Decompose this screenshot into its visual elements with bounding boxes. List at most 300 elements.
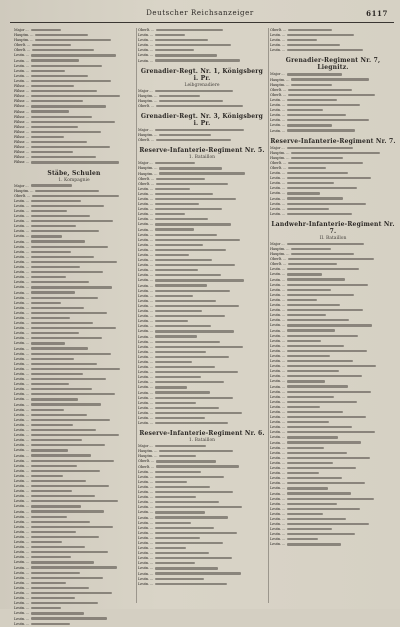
roster-entry-text: Leutn. ...	[14, 458, 30, 463]
roster-entry-text: Leutn. ...	[138, 314, 154, 319]
roster-entry-text: Leutn. ...	[14, 315, 30, 320]
print-filler	[155, 371, 238, 373]
roster-entry-text: Leutn. ...	[14, 209, 30, 213]
roster-entry-text: Leutn. ...	[270, 308, 286, 313]
print-filler	[287, 513, 323, 515]
print-filler	[31, 572, 80, 574]
roster-entry-text: Leutn. ...	[138, 207, 154, 212]
roster-entry-text: Leutn. ...	[138, 416, 154, 420]
print-filler	[31, 80, 111, 82]
roster-entry-text: Oberlt. ...	[270, 160, 287, 165]
roster-entry-text: Oberlt. ...	[270, 92, 287, 97]
roster-entry-text: Leutn. ...	[138, 258, 154, 263]
print-filler	[31, 526, 113, 528]
roster-entry-text: Leutn. ...	[138, 490, 154, 495]
roster-entry-text: Leutn. ...	[138, 479, 154, 484]
roster-entry-text: Leutn. ...	[270, 343, 286, 348]
print-filler	[287, 391, 371, 393]
roster-entry-text: Leutn. ...	[270, 420, 286, 425]
roster-entry-text: Leutn. ...	[14, 606, 30, 611]
roster-entry-text: Leutn. ...	[270, 176, 286, 181]
print-filler	[287, 44, 340, 46]
print-filler	[288, 167, 326, 169]
print-filler	[31, 85, 74, 87]
roster-entry-text: Leutn. ...	[138, 196, 154, 201]
print-filler	[31, 161, 119, 163]
roster-entry-text: Leutn. ...	[138, 581, 154, 586]
print-filler	[31, 444, 105, 446]
print-filler	[31, 490, 72, 492]
roster-entry-text: Leutn. ...	[138, 571, 154, 576]
roster-entry-text: Leutn. ...	[14, 484, 30, 489]
roster-entry-text: Leutn. ...	[270, 527, 286, 532]
print-filler	[31, 126, 78, 128]
print-filler	[287, 49, 363, 51]
print-filler	[31, 322, 93, 324]
section-block	[14, 28, 134, 166]
roster-entry-text: Major ...	[270, 72, 285, 77]
roster-entry-text: Leutn. ...	[138, 217, 154, 222]
section-subheading: Leibgrenadiere	[184, 82, 220, 88]
print-filler	[287, 340, 321, 342]
roster-entry-text: Leutn. ...	[138, 186, 154, 191]
roster-entry-text: Leutn. ...	[14, 438, 30, 443]
print-filler	[159, 100, 223, 102]
roster-entry-text: Major ...	[138, 161, 153, 166]
print-filler	[31, 566, 117, 568]
roster-entry-text: Leutn. ...	[14, 392, 30, 397]
roster-entry-text: Leutn. ...	[14, 611, 30, 616]
print-filler	[155, 381, 224, 383]
roster-entry-text: Leutn. ...	[138, 48, 154, 53]
print-filler	[31, 29, 61, 31]
roster-entry-text: Fähnr. ...	[14, 99, 30, 104]
roster-entry-text: Major ...	[270, 241, 285, 246]
roster-entry-text: Major ...	[138, 444, 153, 449]
roster-entry-text: Leutn. ...	[270, 318, 286, 323]
print-filler	[155, 264, 235, 266]
print-filler	[155, 300, 216, 302]
print-filler	[31, 419, 110, 421]
roster-entry-text: Leutn. ...	[14, 331, 30, 336]
print-filler	[31, 100, 83, 102]
roster-entry-text: Oberlt. ...	[14, 43, 31, 48]
roster-entry	[14, 566, 134, 571]
print-filler	[287, 482, 365, 484]
roster-entry-text: Oberlt. ...	[138, 464, 155, 469]
roster-entry-text: Leutn. ...	[138, 375, 154, 380]
roster-entry-text: Leutn. ...	[14, 346, 30, 351]
print-filler	[31, 291, 75, 293]
roster-entry-text: Leutn. ...	[270, 97, 286, 102]
roster-entry-text: Leutn. ...	[14, 565, 30, 570]
roster-entry-text: Leutn. ...	[14, 290, 30, 295]
roster-entry-text: Leutn. ...	[138, 385, 154, 390]
roster-entry-text: Leutn. ...	[14, 616, 30, 621]
print-filler	[159, 95, 200, 97]
print-filler	[31, 347, 88, 349]
print-filler	[31, 505, 81, 507]
print-filler	[287, 294, 354, 296]
print-filler	[291, 78, 369, 80]
roster-entry-text: Leutn. ...	[14, 417, 30, 422]
section-heading: Stäbe, Schulen	[47, 169, 101, 177]
roster-entry-text: Leutn. ...	[270, 38, 286, 43]
print-filler	[31, 521, 90, 523]
roster-entry-text: Fähnr. ...	[14, 124, 30, 129]
roster-entry-text: Leutn. ...	[138, 525, 154, 530]
print-filler	[31, 141, 87, 143]
roster-entry-text: Leutn. ...	[14, 580, 30, 585]
print-filler	[287, 385, 348, 387]
print-filler	[155, 407, 219, 409]
roster-entry-text: Leutn. ...	[14, 473, 30, 478]
print-filler	[31, 607, 61, 609]
roster-entry-text: Leutn. ...	[14, 265, 30, 270]
print-filler	[287, 401, 357, 403]
print-filler	[31, 470, 100, 472]
roster-entry-text: Leutn. ...	[270, 445, 286, 450]
roster-entry-text: Leutn. ...	[14, 535, 30, 539]
roster-entry	[138, 421, 266, 426]
section-block	[138, 68, 266, 109]
print-filler	[287, 208, 329, 210]
print-filler	[31, 136, 64, 138]
print-filler	[31, 276, 66, 278]
print-filler	[159, 167, 222, 169]
print-filler	[155, 259, 212, 261]
print-filler	[155, 198, 236, 200]
roster-entry-text: Leutn. ...	[270, 128, 286, 133]
print-filler	[155, 547, 186, 549]
roster-entry-text: Leutn. ...	[270, 338, 286, 343]
roster-entry-text: Leutn. ...	[138, 505, 154, 510]
print-filler	[155, 527, 214, 529]
print-filler	[31, 424, 73, 426]
print-filler	[287, 39, 317, 41]
print-filler	[287, 289, 331, 291]
roster-entry-text: Leutn. ...	[138, 535, 154, 540]
roster-entry-text: Hauptm. ...	[138, 449, 158, 454]
roster-entry-text: Leutn. ...	[14, 377, 30, 382]
roster-entry-text: Leutn. ...	[270, 379, 286, 384]
print-filler	[31, 251, 71, 253]
roster-entry-text: Hauptm. ...	[270, 77, 290, 82]
roster-entry-text: Leutn. ...	[138, 339, 154, 344]
print-filler	[156, 183, 228, 185]
print-filler	[287, 329, 335, 331]
print-filler	[155, 34, 185, 36]
roster-entry-text: Leutn. ...	[138, 510, 154, 515]
roster-entry-text: Leutn. ...	[270, 171, 286, 176]
roster-entry-text: Leutn. ...	[138, 400, 154, 405]
print-filler	[155, 341, 220, 343]
roster-entry-text: Leutn. ...	[14, 53, 30, 58]
print-filler	[287, 523, 369, 525]
print-filler	[31, 297, 98, 299]
print-filler	[31, 454, 91, 456]
roster-entry-text: Leutn. ...	[14, 621, 30, 626]
roster-entry	[138, 582, 266, 587]
print-filler	[31, 480, 86, 482]
column-3	[270, 28, 396, 603]
print-filler	[155, 325, 211, 327]
print-filler	[155, 557, 232, 559]
print-filler	[155, 54, 217, 56]
roster-entry-text: Oberlt. ...	[138, 459, 155, 464]
print-filler	[287, 528, 332, 530]
roster-entry-text: Leutn. ...	[14, 519, 30, 524]
print-filler	[287, 426, 352, 428]
print-filler	[287, 114, 346, 116]
roster-entry-text: Leutn. ...	[14, 351, 30, 356]
print-filler	[31, 612, 84, 614]
print-filler	[287, 73, 342, 75]
roster-entry-text: Leutn. ...	[270, 389, 286, 394]
print-filler	[287, 319, 349, 321]
roster-entry-text: Leutn. ...	[270, 206, 286, 211]
print-filler	[155, 366, 215, 368]
print-filler	[31, 266, 80, 268]
roster-entry-text: Leutn. ...	[138, 566, 154, 571]
print-filler	[35, 34, 88, 36]
print-filler	[287, 304, 340, 306]
roster-entry-text: Leutn. ...	[270, 211, 286, 216]
roster-entry-text: Leutn. ...	[14, 254, 30, 259]
print-filler	[287, 147, 353, 149]
print-filler	[155, 361, 192, 363]
print-filler	[287, 129, 355, 131]
print-filler	[287, 416, 366, 418]
print-filler	[287, 492, 351, 494]
print-filler	[287, 436, 338, 438]
print-filler	[287, 533, 355, 535]
roster-entry-text: Leutn. ...	[14, 529, 30, 534]
roster-entry-text: Leutn. ...	[14, 78, 30, 83]
print-filler	[155, 305, 239, 307]
roster-entry-text: Leutn. ...	[14, 407, 30, 412]
roster-entry-text: Oberlt. ...	[14, 48, 31, 53]
roster-entry-text: Leutn. ...	[14, 555, 30, 560]
section-block	[138, 113, 266, 143]
print-filler	[287, 278, 345, 280]
roster-entry	[270, 129, 396, 134]
roster-entry-text: Leutn. ...	[14, 275, 30, 280]
roster-entry-text: Leutn. ...	[14, 453, 30, 458]
section-block	[270, 28, 396, 53]
print-filler	[31, 65, 102, 67]
print-filler	[31, 200, 81, 202]
print-filler	[287, 518, 346, 520]
roster-entry-text: Leutn. ...	[270, 282, 286, 287]
print-filler	[287, 243, 364, 245]
print-filler	[155, 532, 237, 534]
print-filler	[287, 543, 341, 545]
print-filler	[31, 312, 107, 314]
roster-entry-text: Leutn. ...	[270, 267, 286, 272]
section-block	[138, 28, 266, 64]
print-filler	[155, 244, 203, 246]
print-filler	[155, 188, 190, 190]
print-filler	[287, 345, 344, 347]
roster-entry-text: Leutn. ...	[14, 326, 30, 331]
roster-entry-text: Fähnr. ...	[14, 89, 30, 94]
print-filler	[287, 462, 333, 464]
roster-entry-text: Leutn. ...	[14, 463, 30, 468]
print-filler	[31, 105, 106, 107]
print-filler	[156, 178, 205, 180]
print-filler	[287, 503, 337, 505]
print-filler	[155, 397, 233, 399]
roster-entry-text: Oberlt. ...	[138, 138, 155, 143]
roster-entry-text: Leutn. ...	[14, 285, 30, 290]
print-filler	[155, 537, 200, 539]
print-filler	[155, 351, 206, 353]
print-filler	[155, 491, 233, 493]
print-filler	[31, 623, 70, 625]
roster-entry-text: Leutn. ...	[270, 491, 286, 496]
roster-entry-text: Leutn. ...	[270, 496, 286, 501]
roster-entry-text: Leutn. ...	[14, 249, 30, 254]
roster-entry-text: Hauptm. ...	[270, 82, 290, 87]
roster-entry-text: Leutn. ...	[138, 540, 154, 545]
roster-entry-text: Leutn. ...	[270, 196, 286, 201]
roster-entry-text: Leutn. ...	[138, 365, 154, 370]
section-heading: Grenadier-Regiment Nr. 7, Liegnitz.	[285, 57, 381, 72]
roster-entry-text: Hauptm. ...	[14, 188, 34, 193]
roster-entry-text: Leutn. ...	[14, 270, 30, 275]
print-filler	[287, 487, 328, 489]
roster-entry-text: Leutn. ...	[138, 293, 154, 298]
print-filler	[287, 99, 337, 101]
roster-entry-text: Leutn. ...	[138, 38, 154, 43]
print-filler	[291, 253, 354, 255]
section-subheading: 1. Bataillon	[188, 438, 216, 444]
roster-entry-text: Leutn. ...	[270, 287, 286, 292]
print-filler	[156, 29, 223, 31]
roster-entry-text: Leutn. ...	[138, 546, 154, 551]
print-filler	[159, 134, 211, 136]
roster-entry-text: Leutn. ...	[14, 295, 30, 300]
print-filler	[155, 44, 231, 46]
print-filler	[32, 195, 119, 197]
print-filler	[287, 472, 319, 474]
roster-entry-text: Fähnr. ...	[14, 104, 30, 109]
roster-entry-text: Leutn. ...	[14, 372, 30, 376]
roster-entry-text: Leutn. ...	[270, 108, 286, 113]
roster-entry-text: Leutn. ...	[270, 297, 286, 302]
roster-entry-text: Leutn. ...	[138, 324, 154, 329]
roster-entry-text: Oberlt. ...	[270, 28, 287, 32]
print-filler	[287, 213, 352, 215]
print-filler	[155, 218, 208, 220]
print-filler	[155, 249, 226, 251]
roster-entry-text: Leutn. ...	[270, 471, 286, 476]
roster-entry-text: Oberlt. ...	[270, 165, 287, 170]
roster-entry-text: Leutn. ...	[138, 474, 154, 479]
roster-entry-text: Leutn. ...	[270, 201, 286, 206]
print-filler	[31, 307, 84, 309]
print-filler	[31, 541, 62, 543]
roster-entry-text: Leutn. ...	[14, 443, 30, 448]
print-filler	[31, 439, 82, 441]
roster-entry-text: Leutn. ...	[270, 410, 286, 414]
print-filler	[155, 496, 196, 498]
roster-entry-text: Leutn. ...	[270, 113, 286, 118]
roster-entry-text: Leutn. ...	[270, 48, 286, 53]
roster-entry-text: Hauptm. ...	[270, 252, 290, 257]
roster-entry-text: Fähnr. ...	[14, 160, 30, 165]
roster-entry-text: Leutn. ...	[270, 511, 286, 516]
print-filler	[31, 230, 99, 232]
print-filler	[155, 239, 240, 241]
roster-entry-text: Oberlt. ...	[270, 87, 287, 92]
roster-entry-text: Leutn. ...	[14, 545, 30, 550]
print-filler	[155, 391, 210, 393]
print-filler	[288, 258, 374, 260]
roster-entry-text: Leutn. ...	[270, 328, 286, 333]
roster-entry-text: Leutn. ...	[14, 560, 30, 565]
roster-entry-text: Leutn. ...	[14, 244, 30, 249]
print-filler	[155, 284, 207, 286]
roster-entry-text: Leutn. ...	[138, 354, 154, 359]
roster-entry-text: Leutn. ...	[14, 321, 30, 326]
roster-entry-text: Leutn. ...	[138, 309, 154, 314]
roster-entry-text: Leutn. ...	[138, 58, 154, 63]
print-filler	[31, 342, 65, 344]
roster-entry-text: Leutn. ...	[14, 499, 30, 504]
roster-entry	[14, 53, 134, 58]
roster-entry-text: Leutn. ...	[14, 356, 30, 361]
print-filler	[31, 210, 67, 212]
roster-entry-text: Leutn. ...	[270, 501, 286, 506]
print-filler	[155, 274, 221, 276]
roster-entry-text: Hauptm. ...	[138, 133, 158, 138]
print-filler	[287, 192, 320, 194]
roster-entry-text: Hauptm. ...	[138, 171, 158, 176]
print-filler	[31, 353, 111, 355]
print-filler	[287, 324, 372, 326]
print-filler	[35, 190, 99, 192]
print-filler	[287, 299, 317, 301]
roster-entry-text: Leutn. ...	[138, 43, 154, 48]
print-filler	[31, 95, 120, 97]
roster-entry-text: Oberlt. ...	[14, 193, 31, 198]
roster-entry-text: Leutn. ...	[138, 380, 154, 385]
print-filler	[31, 434, 119, 436]
roster-entry-text: Leutn. ...	[138, 469, 154, 474]
print-filler	[31, 271, 103, 273]
roster-entry-text: Leutn. ...	[14, 397, 30, 402]
roster-entry-text: Major ...	[138, 128, 153, 133]
section-block	[138, 147, 266, 426]
print-filler	[31, 414, 87, 416]
print-filler	[31, 332, 79, 334]
roster-entry-text: Leutn. ...	[14, 428, 30, 433]
roster-entry-text: Leutn. ...	[270, 333, 286, 338]
roster-entry-text: Leutn. ...	[138, 405, 154, 410]
roster-entry-text: Leutn. ...	[270, 118, 286, 123]
print-filler	[31, 602, 98, 604]
print-filler	[287, 380, 325, 382]
print-filler	[287, 396, 334, 398]
print-filler	[287, 375, 362, 377]
print-filler	[156, 465, 239, 467]
print-filler	[31, 510, 104, 512]
print-filler	[155, 213, 185, 215]
roster-entry-text: Leutn. ...	[270, 415, 286, 420]
roster-entry-text: Leutn. ...	[138, 247, 154, 252]
